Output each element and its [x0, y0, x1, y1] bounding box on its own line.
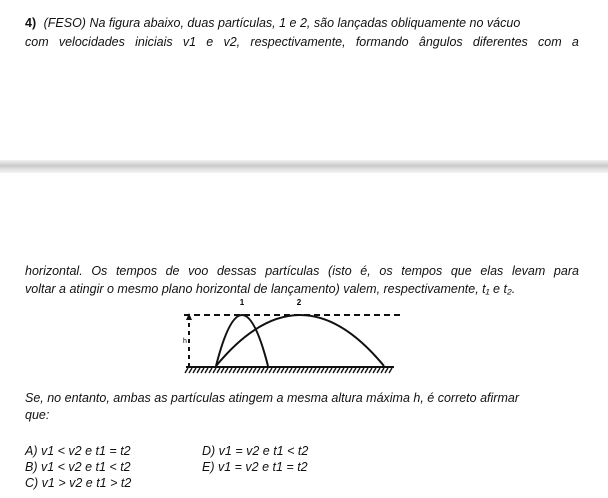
- word: tempos: [401, 264, 443, 278]
- label-particle-1: 1: [239, 298, 245, 307]
- word: com: [25, 35, 49, 49]
- word: é,: [360, 264, 371, 278]
- word: voo: [188, 264, 209, 278]
- word: de: [165, 264, 180, 278]
- word: respectivamente,: [250, 35, 346, 49]
- page-gap-divider: [0, 160, 608, 173]
- question-text-line-1: (FESO) Na figura abaixo, duas partículas, 1 e 2, são lançadas obliquamente no vácuo: [43, 16, 521, 30]
- question-line-1: [25, 15, 520, 31]
- word: dessas: [216, 264, 257, 278]
- word: Os: [91, 264, 108, 278]
- word: diferentes: [472, 35, 528, 49]
- word: formando: [355, 35, 409, 49]
- word: ângulos: [418, 35, 463, 49]
- question-line-6: que:: [25, 408, 50, 422]
- ground-hatching: [185, 368, 392, 373]
- trajectory-particle-2: [216, 315, 384, 366]
- word: partículas: [265, 264, 320, 278]
- question-line-2: [25, 34, 579, 50]
- trajectory-figure: [180, 296, 410, 386]
- option-d[interactable]: D) v1 = v2 e t1 < t2: [202, 444, 309, 458]
- option-a[interactable]: A) v1 < v2 e t1 = t2: [25, 444, 131, 458]
- word: tempos: [115, 264, 157, 278]
- word: (isto: [328, 264, 352, 278]
- word: v1: [182, 35, 197, 49]
- question-line-4: voltar a atingir o mesmo plano horizontal de lançamento) valem, respectivamente, t₁ e t₂.: [25, 282, 516, 296]
- word: a: [571, 35, 579, 49]
- word: os: [379, 264, 393, 278]
- option-e[interactable]: E) v1 = v2 e t1 = t2: [202, 460, 308, 474]
- option-c[interactable]: C) v1 > v2 e t1 > t2: [25, 476, 132, 490]
- word: para: [553, 264, 579, 278]
- word: com: [538, 35, 562, 49]
- label-particle-2: 2: [296, 298, 302, 307]
- label-height: h: [183, 338, 187, 345]
- word: elas: [480, 264, 504, 278]
- word: horizontal.: [25, 264, 83, 278]
- question-line-3: [25, 263, 579, 279]
- word: iniciais: [135, 35, 173, 49]
- question-line-5: Se, no entanto, ambas as partículas atingem a mesma altura máxima h, é correto afirmar: [25, 391, 519, 405]
- word: v2,: [223, 35, 241, 49]
- word: levam: [511, 264, 546, 278]
- word: e: [206, 35, 214, 49]
- word: que: [450, 264, 472, 278]
- word: velocidades: [58, 35, 125, 49]
- question-number: 4): [25, 16, 37, 30]
- option-b[interactable]: B) v1 < v2 e t1 < t2: [25, 460, 131, 474]
